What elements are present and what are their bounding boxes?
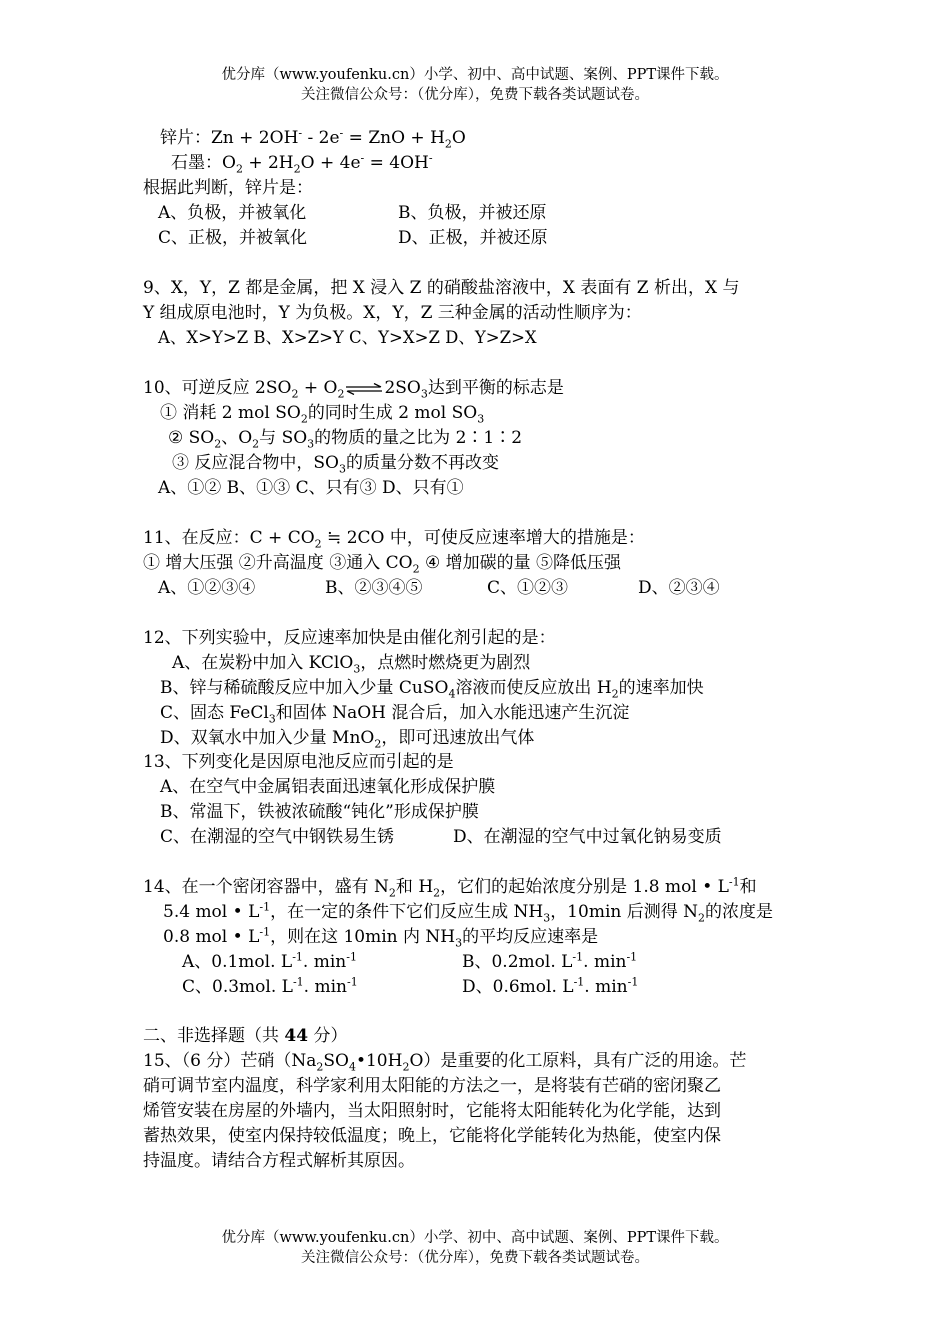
q15-line-3: 烯管安装在房屋的外墙内，当太阳照射时，它能将太阳能转化为化学能，达到: [143, 1101, 721, 1121]
q10-item-1: ① 消耗 2 mol $SO_2$的同时生成 2 mol $SO_3$: [160, 403, 485, 426]
q11-option-a: A、①②③④: [158, 578, 256, 598]
q12-option-a: A、在炭粉中加入 KClO$_3$，点燃时燃烧更为剧烈: [172, 653, 531, 676]
q8-zinc-equation: 锌片：Zn + 2OH- - 2e- = ZnO + $H_2O$: [160, 126, 466, 151]
q10-item-2: ② $SO_2$、$O_2$与 $SO_3$的物质的量之比为 2∶1∶2: [168, 428, 523, 451]
q10-item-3: ③ 反应混合物中，$SO_3$的质量分数不再改变: [172, 453, 499, 476]
q13-option-c: C、在潮湿的空气中钢铁易生锈: [160, 827, 395, 847]
footer-line-2: 关注微信公众号：（优分库），免费下载各类试题试卷。: [301, 1250, 649, 1266]
q10-stem: 10、可逆反应 $2SO_2 + O_2$ $2SO_3$达到平衡的标志是: [143, 378, 564, 401]
section-2-title: 二、非选择题（共 44 分）: [143, 1026, 348, 1046]
q13-stem: 13、下列变化是因原电池反应而引起的是: [143, 752, 454, 772]
q8-graphite-equation: 石墨：$O_2 + 2H_2O + 4e^- = 4OH^-$: [171, 151, 433, 176]
q11-measures: ① 增大压强 ②升高温度 ③通入 $CO_2$ ④ 增加碳的量 ⑤降低压强: [143, 553, 622, 576]
q9-stem-line-1: 9、X，Y，Z 都是金属，把 X 浸入 Z 的硝酸盐溶液中，X 表面有 Z 析出，X 与: [143, 278, 740, 298]
q15-line-2: 硝可调节室内温度，科学家利用太阳能的方法之一，是将装有芒硝的密闭聚乙: [143, 1076, 721, 1096]
q11-option-c: C、①②③: [487, 578, 569, 598]
q13-option-d: D、在潮湿的空气中过氧化钠易变质: [453, 827, 722, 847]
q11-option-d: D、②③④: [638, 578, 720, 598]
footer-line-1: 优分库（www.youfenku.cn）小学、初中、高中试题、案例、PPT课件下载。: [221, 1230, 729, 1246]
q12-option-b: B、锌与稀硫酸反应中加入少量 CuSO$_4$溶液而使反应放出 $H_2$的速率加快: [160, 678, 704, 701]
q13-option-b: B、常温下，铁被浓硫酸“钝化”形成保护膜: [160, 802, 479, 822]
q13-option-a: A、在空气中金属铝表面迅速氧化形成保护膜: [160, 777, 496, 797]
header-line-2: 关注微信公众号：（优分库），免费下载各类试题试卷。: [301, 87, 649, 103]
q8-option-c: C、正极，并被氧化: [158, 228, 308, 248]
q9-stem-line-2: Y 组成原电池时，Y 为负极。X，Y，Z 三种金属的活动性顺序为：: [143, 303, 642, 323]
q14-stem-line-2: 5.4 mol • $L^{-1}$，在一定的条件下它们反应生成 $NH_3$，10min 后测得 $N_2$的浓度是: [163, 900, 774, 925]
q10-options: A、①② B、①③ C、只有③ D、只有①: [158, 478, 464, 498]
q14-stem-line-1: 14、在一个密闭容器中，盛有 $N_2$和 $H_2$，它们的起始浓度分别是 1.8 mol • $L^{-1}$和: [143, 875, 757, 900]
q14-stem-line-3: 0.8 mol • $L^{-1}$，则在这 10min 内 $NH_3$的平均反应速率是: [163, 925, 599, 950]
q9-options: A、X>Y>Z B、X>Z>Y C、Y>X>Z D、Y>Z>X: [158, 328, 537, 347]
q11-stem: 11、在反应：$C + CO_2$ ≒ 2CO 中，可使反应速率增大的措施是：: [143, 528, 645, 551]
q14-option-d: D、0.6mol. $L^{-1}$. $\min^{-1}$: [462, 975, 639, 997]
q12-option-d: D、双氧水中加入少量 MnO$_2$，即可迅速放出气体: [160, 728, 535, 751]
q15-line-5: 持温度。请结合方程式解析其原因。: [143, 1151, 415, 1171]
q15-line-1: 15、（6 分）芒硝$(Na_2SO_4•10H_2O)$是重要的化工原料，具有广泛的用途。芒: [143, 1051, 747, 1074]
equilibrium-arrow-icon: [345, 383, 383, 395]
q11-option-b: B、②③④⑤: [325, 578, 423, 598]
header-line-1: 优分库（www.youfenku.cn）小学、初中、高中试题、案例、PPT课件下载。: [221, 67, 729, 83]
q8-option-d: D、正极，并被还原: [398, 228, 548, 248]
q8-stem: 根据此判断，锌片是：: [143, 178, 313, 198]
q14-option-c: C、0.3mol. $L^{-1}$. $\min^{-1}$: [182, 975, 358, 997]
q8-option-a: A、负极，并被氧化: [158, 203, 307, 223]
q8-option-b: B、负极，并被还原: [398, 203, 547, 223]
q14-option-b: B、0.2mol. $L^{-1}$. $\min^{-1}$: [462, 950, 638, 972]
q14-option-a: A、0.1mol. $L^{-1}$. $\min^{-1}$: [182, 950, 357, 972]
q12-option-c: C、固态 FeCl$_3$和固体 NaOH 混合后，加入水能迅速产生沉淀: [160, 703, 630, 726]
q15-line-4: 蓄热效果，使室内保持较低温度；晚上，它能将化学能转化为热能，使室内保: [143, 1126, 721, 1146]
q12-stem: 12、下列实验中，反应速率加快是由催化剂引起的是：: [143, 628, 556, 648]
